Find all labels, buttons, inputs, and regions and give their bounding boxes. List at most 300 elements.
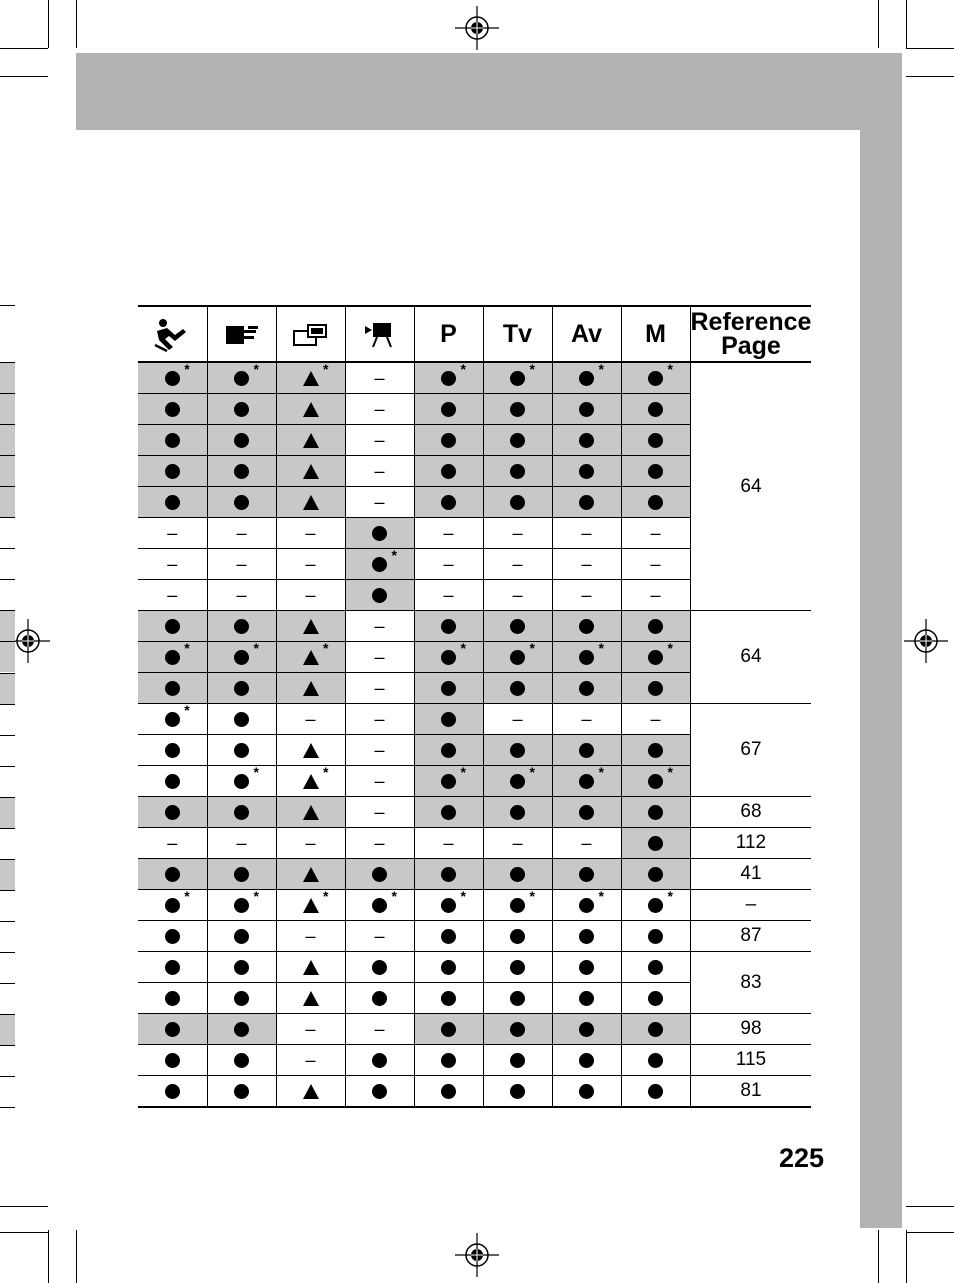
available-dot-icon [234,399,249,420]
col-stitch-assist [207,306,276,362]
not-available-dash: – [374,491,385,512]
available-dot-icon [441,1081,456,1102]
available-dot-icon [234,430,249,451]
facing-page-row-edge [0,983,15,1014]
footnote-asterisk: * [529,360,535,377]
table-cell [207,763,276,797]
sports-mode-icon [153,315,191,353]
table-cell [414,952,483,983]
table-cell [483,362,552,394]
not-available-dash: – [374,677,385,698]
table-cell [483,1014,552,1045]
available-dot-icon [165,492,180,513]
table-cell [414,859,483,890]
available-dot-icon [510,802,525,823]
table-cell [345,735,414,766]
facing-page-row-edge [0,517,15,548]
reference-page-cell: 83 [690,952,811,1014]
table-cell [276,425,345,456]
table-cell [414,763,483,797]
table-cell [207,983,276,1014]
available-dot-icon [441,1019,456,1040]
table-row [138,611,811,642]
table-cell [414,549,483,580]
available-dot-icon [165,430,180,451]
available-dot-icon [648,430,663,451]
footnote-asterisk: * [598,763,604,780]
table-cell [345,456,414,487]
table-cell [345,1014,414,1045]
table-cell [552,921,621,952]
available-dot-icon [441,360,466,389]
available-dot-icon [234,616,249,637]
available-dot-icon [648,1081,663,1102]
table-cell [138,487,207,518]
not-available-dash: – [305,1018,316,1039]
table-cell [552,735,621,766]
table-header-row [138,306,811,362]
available-dot-icon [441,678,456,699]
table-cell [138,639,207,673]
table-cell [621,828,690,859]
table-cell [483,921,552,952]
table-cell [138,859,207,890]
table-cell [621,1014,690,1045]
not-available-dash: – [650,584,661,605]
not-available-dash: – [374,925,385,946]
available-dot-icon [372,887,397,916]
available-dot-icon [372,523,387,544]
available-dot-icon [648,740,663,761]
available-dot-icon [579,926,594,947]
not-available-dash: – [581,584,592,605]
table-cell [345,642,414,673]
table-cell [345,611,414,642]
col-digital-macro [276,306,345,362]
table-cell [552,1045,621,1076]
not-available-dash: – [650,708,661,729]
table-cell [138,425,207,456]
available-dot-icon [441,430,456,451]
available-dot-icon [510,988,525,1009]
facing-page-row-edge [0,735,15,766]
not-available-dash: – [374,460,385,481]
footnote-asterisk: * [184,887,190,904]
available-dot-icon [648,360,673,389]
reference-header-line2: Page [721,332,781,360]
table-cell [276,921,345,952]
table-cell [138,1014,207,1045]
not-available-dash: – [443,522,454,543]
table-cell [621,887,690,921]
available-dot-icon [441,740,456,761]
reference-page-cell: 64 [690,611,811,704]
available-dot-icon [510,616,525,637]
table-cell [276,1076,345,1108]
table-cell [207,673,276,704]
table-cell [621,456,690,487]
reference-page-cell: 68 [690,797,811,828]
not-available-dash: – [374,367,385,388]
table-cell [276,639,345,673]
table-cell [552,704,621,735]
table-cell [621,859,690,890]
col-shutter-priority: Tv [483,306,552,362]
available-dot-icon [165,1050,180,1071]
available-dot-icon [648,926,663,947]
available-dot-icon [165,1081,180,1102]
partial-triangle-icon [303,802,319,823]
table-row [138,859,811,890]
available-dot-icon [165,988,180,1009]
available-dot-icon [441,639,466,668]
available-dot-icon [234,802,249,823]
col-sports [138,306,207,362]
table-row [138,797,811,828]
table-cell [483,1045,552,1076]
table-cell [621,952,690,983]
available-dot-icon [234,678,249,699]
facing-page-row-edge [0,859,15,890]
table-cell [207,1014,276,1045]
footnote-asterisk: * [598,360,604,377]
available-dot-icon [234,740,249,761]
facing-page-row-edge [0,921,15,952]
table-cell [207,394,276,425]
facing-page-row-edge [0,548,15,579]
table-cell [345,518,414,549]
facing-page-row-edge [0,766,15,797]
reference-page-cell: 87 [690,921,811,952]
table-cell [207,518,276,549]
table-row [138,828,811,859]
available-dot-icon [441,988,456,1009]
available-dot-icon [441,1050,456,1071]
table-cell [552,487,621,518]
footnote-asterisk: * [323,763,329,780]
table-cell [621,1076,690,1108]
table-cell [138,921,207,952]
table-cell [414,362,483,394]
not-available-dash: – [374,739,385,760]
table-cell [621,704,690,735]
table-cell [621,425,690,456]
table-cell [276,704,345,735]
not-available-dash: – [305,708,316,729]
table-cell [621,518,690,549]
not-available-dash: – [305,584,316,605]
table-cell [276,456,345,487]
table-row [138,1045,811,1076]
not-available-dash: – [374,615,385,636]
table-cell [207,921,276,952]
available-dot-icon [372,864,387,885]
reference-page-cell: 81 [690,1076,811,1108]
available-dot-icon [648,678,663,699]
table-cell [345,828,414,859]
partial-triangle-icon [303,864,319,885]
table-cell [138,362,207,394]
available-dot-icon [510,740,525,761]
available-dot-icon [510,1019,525,1040]
available-dot-icon [165,740,180,761]
available-dot-icon [165,864,180,885]
table-cell [552,362,621,394]
table-cell [276,735,345,766]
available-dot-icon [234,988,249,1009]
table-cell [621,639,690,673]
available-dot-icon [234,1050,249,1071]
table-cell [138,887,207,921]
footnote-asterisk: * [391,887,397,904]
available-dot-icon [510,864,525,885]
table-cell [414,921,483,952]
footnote-asterisk: * [253,763,259,780]
table-cell [345,1045,414,1076]
table-cell [345,546,414,580]
table-cell [483,673,552,704]
table-cell [621,487,690,518]
available-dot-icon [648,833,663,854]
table-cell [345,673,414,704]
available-dot-icon [648,616,663,637]
table-cell [552,425,621,456]
table-cell [552,952,621,983]
not-available-dash: – [374,832,385,853]
not-available-dash: – [581,708,592,729]
table-cell [552,611,621,642]
table-cell [207,797,276,828]
top-header-band [76,53,902,130]
partial-triangle-icon [303,639,329,668]
available-dot-icon [579,887,604,916]
not-available-dash: – [167,553,178,574]
facing-page-rule [0,1107,15,1108]
not-available-dash: – [443,584,454,605]
col-aperture-priority: Av [552,306,621,362]
available-dot-icon [648,957,663,978]
not-available-dash: – [581,832,592,853]
footnote-asterisk: * [253,887,259,904]
not-available-dash: – [512,708,523,729]
not-available-dash: – [443,832,454,853]
table-cell [207,1045,276,1076]
footnote-asterisk: * [391,546,397,563]
available-dot-icon [510,926,525,947]
available-dot-icon [579,1019,594,1040]
available-dot-icon [234,639,259,668]
available-dot-icon [510,887,535,916]
table-row [138,890,811,921]
available-dot-icon [234,709,249,730]
available-dot-icon [441,864,456,885]
table-cell [483,763,552,797]
not-available-dash: – [236,584,247,605]
table-row [138,704,811,735]
table-cell [138,580,207,611]
available-dot-icon [165,360,190,389]
available-dot-icon [579,461,594,482]
partial-triangle-icon [303,1081,319,1102]
available-dot-icon [579,802,594,823]
table-cell [483,887,552,921]
table-cell [483,797,552,828]
available-dot-icon [441,709,456,730]
table-cell [276,518,345,549]
table-cell [414,611,483,642]
table-cell [207,1076,276,1108]
footnote-asterisk: * [460,360,466,377]
footnote-asterisk: * [529,763,535,780]
table-cell [483,639,552,673]
table-cell [345,1076,414,1108]
available-dot-icon [234,461,249,482]
available-dot-icon [648,1050,663,1071]
not-available-dash: – [236,522,247,543]
available-dot-icon [648,988,663,1009]
available-dot-icon [234,763,259,792]
table-cell [483,456,552,487]
table-cell [138,797,207,828]
table-cell [138,952,207,983]
table-cell [276,828,345,859]
available-dot-icon [165,678,180,699]
available-dot-icon [648,802,663,823]
table-cell [276,983,345,1014]
available-dot-icon [441,461,456,482]
available-dot-icon [441,957,456,978]
not-available-dash: – [581,522,592,543]
table-cell [414,828,483,859]
table-cell [207,580,276,611]
not-available-dash: – [167,832,178,853]
not-available-dash: – [374,770,385,791]
registration-mark-icon [455,6,499,50]
not-available-dash: – [305,925,316,946]
shooting-mode-function-table [138,305,811,1108]
available-dot-icon [579,360,604,389]
table-cell [621,394,690,425]
partial-triangle-icon [303,399,319,420]
available-dot-icon [441,492,456,513]
table-cell [138,828,207,859]
table-cell [276,797,345,828]
available-dot-icon [579,678,594,699]
table-cell [552,549,621,580]
table-cell [207,735,276,766]
table-cell [483,828,552,859]
available-dot-icon [510,399,525,420]
footnote-asterisk: * [667,639,673,656]
facing-page-row-edge [0,424,15,455]
available-dot-icon [372,585,387,606]
not-available-dash: – [167,522,178,543]
not-available-dash: – [512,553,523,574]
available-dot-icon [165,802,180,823]
table-cell [552,394,621,425]
not-available-dash: – [236,832,247,853]
table-cell [552,518,621,549]
table-cell [552,1076,621,1108]
not-available-dash: – [650,522,661,543]
facing-page-row-edge [0,828,15,859]
table-cell [552,639,621,673]
not-available-dash: – [236,553,247,574]
reference-page-cell: – [690,890,811,921]
table-cell [414,518,483,549]
available-dot-icon [372,546,397,575]
table-cell [621,921,690,952]
table-cell [483,487,552,518]
available-dot-icon [165,926,180,947]
table-cell [414,704,483,735]
table-cell [414,456,483,487]
table-cell [345,394,414,425]
reference-header-line1: Reference [690,308,812,336]
table-cell [414,735,483,766]
footnote-asterisk: * [667,887,673,904]
available-dot-icon [234,957,249,978]
table-cell [276,394,345,425]
available-dot-icon [165,616,180,637]
available-dot-icon [372,988,387,1009]
table-cell [345,921,414,952]
table-cell [276,580,345,611]
side-tab-band [860,130,902,1228]
table-cell [621,1045,690,1076]
table-cell [138,1076,207,1108]
facing-page-row-edge [0,610,15,641]
table-cell [207,887,276,921]
table-cell [276,673,345,704]
reference-page-cell: 112 [690,828,811,859]
col-movie [345,306,414,362]
footnote-asterisk: * [323,887,329,904]
table-cell [207,859,276,890]
not-available-dash: – [512,832,523,853]
table-cell [345,580,414,611]
table-cell [552,1014,621,1045]
table-cell [483,425,552,456]
table-cell [276,1045,345,1076]
movie-icon [363,321,397,349]
table-cell [276,763,345,797]
col-manual: M [621,306,690,362]
stitch-assist-icon [224,322,260,348]
table-cell [207,425,276,456]
available-dot-icon [510,492,525,513]
available-dot-icon [234,887,259,916]
table-cell [621,797,690,828]
partial-triangle-icon [303,360,329,389]
not-available-dash: – [167,584,178,605]
available-dot-icon [165,461,180,482]
table-cell [483,611,552,642]
table-cell [207,487,276,518]
table-cell [621,673,690,704]
available-dot-icon [579,492,594,513]
table-cell [207,828,276,859]
table-cell [552,797,621,828]
not-available-dash: – [650,553,661,574]
table-cell [138,735,207,766]
table-cell [138,518,207,549]
not-available-dash: – [512,584,523,605]
table-cell [345,887,414,921]
footnote-asterisk: * [253,639,259,656]
available-dot-icon [234,360,259,389]
footnote-asterisk: * [253,360,259,377]
